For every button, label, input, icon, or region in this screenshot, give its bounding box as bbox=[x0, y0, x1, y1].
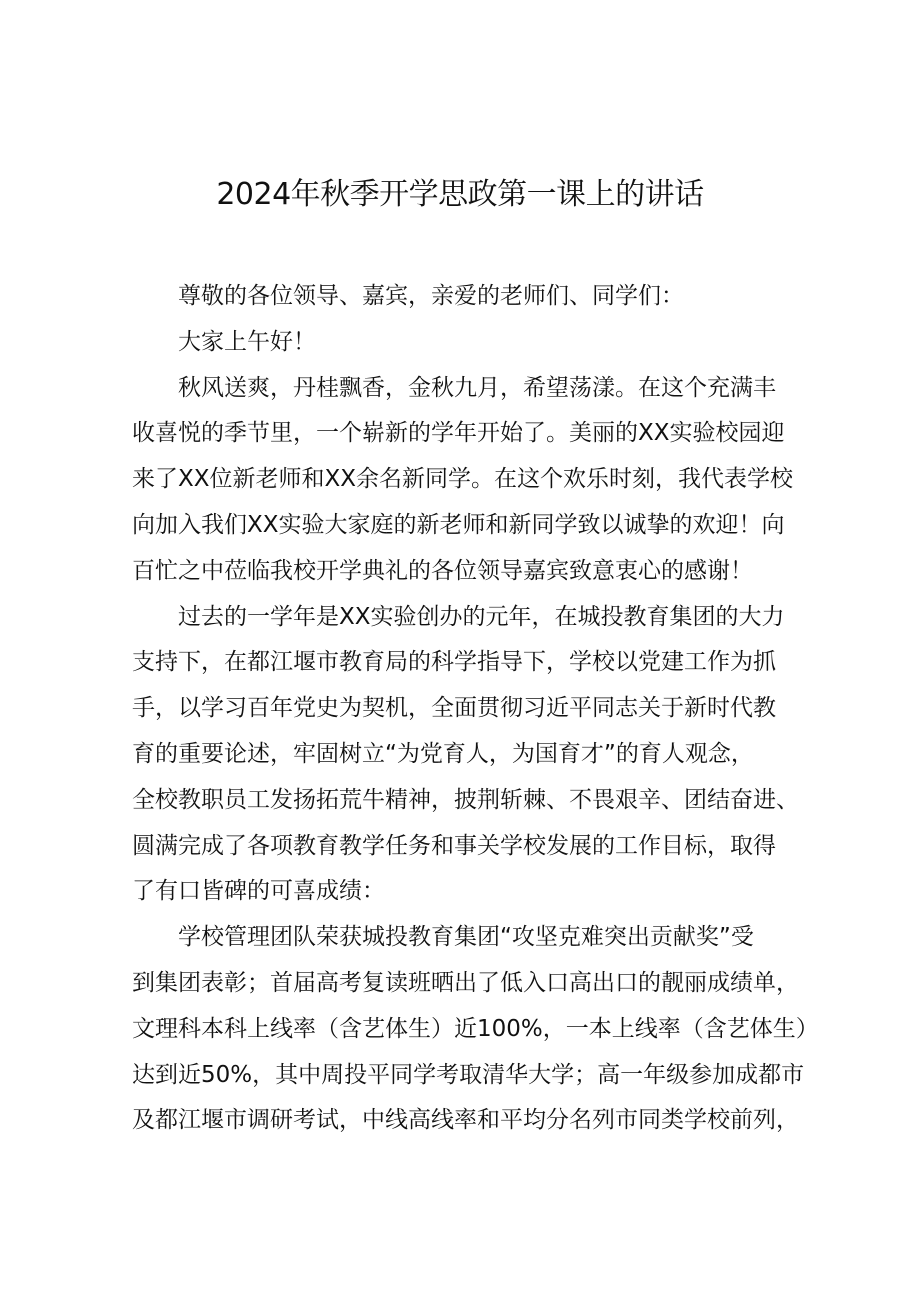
body-line: 尊敬的各位领导、嘉宾，亲爱的老师们、同学们： bbox=[178, 283, 684, 309]
body-line: 向加入我们XX实验大家庭的新老师和新同学致以诚挚的欢迎！向 bbox=[132, 511, 785, 538]
body-line: 百忙之中莅临我校开学典礼的各位领导嘉宾致意衷心的感谢！ bbox=[132, 557, 753, 584]
body-line: 文理科本科上线率（含艺体生）近100%，一本上线率（含艺体生） bbox=[132, 1015, 819, 1042]
body-line: 收喜悦的季节里，一个崭新的学年开始了。美丽的XX实验校园迎 bbox=[132, 420, 785, 447]
document-title: 2024年秋季开学思政第一课上的讲话 bbox=[216, 177, 704, 212]
body-line: 手，以学习百年党史为契机，全面贯彻习近平同志关于新时代教 bbox=[132, 695, 776, 722]
body-line: 达到近50%，其中周投平同学考取清华大学；高一年级参加成都市 bbox=[132, 1061, 805, 1088]
body-line: 大家上午好！ bbox=[178, 328, 316, 355]
body-line: 育的重要论述，牢固树立“为党育人，为国育才”的育人观念， bbox=[132, 740, 754, 767]
body-line: 全校教职员工发扬拓荒牛精神，披荆斩棘、不畏艰辛、团结奋进、 bbox=[132, 786, 799, 813]
body-line: 支持下，在都江堰市教育局的科学指导下，学校以党建工作为抓 bbox=[132, 649, 776, 676]
body-line: 来了XX位新老师和XX余名新同学。在这个欢乐时刻，我代表学校 bbox=[132, 466, 794, 493]
body-line: 到集团表彰；首届高考复读班晒出了低入口高出口的靓丽成绩单， bbox=[132, 969, 799, 996]
body-line: 圆满完成了各项教育教学任务和事关学校发展的工作目标，取得 bbox=[132, 832, 776, 859]
body-line: 秋风送爽，丹桂飘香，金秋九月，希望荡漾。在这个充满丰 bbox=[178, 374, 776, 401]
body-line: 了有口皆碑的可喜成绩： bbox=[132, 878, 385, 905]
body-line: 学校管理团队荣获城投教育集团“攻坚克难突出贡献奖”受 bbox=[178, 924, 754, 951]
document-body bbox=[132, 274, 819, 1144]
body-line: 及都江堰市调研考试，中线高线率和平均分名列市同类学校前列， bbox=[132, 1107, 799, 1134]
body-line: 过去的一学年是XX实验创办的元年，在城投教育集团的大力 bbox=[178, 603, 785, 630]
